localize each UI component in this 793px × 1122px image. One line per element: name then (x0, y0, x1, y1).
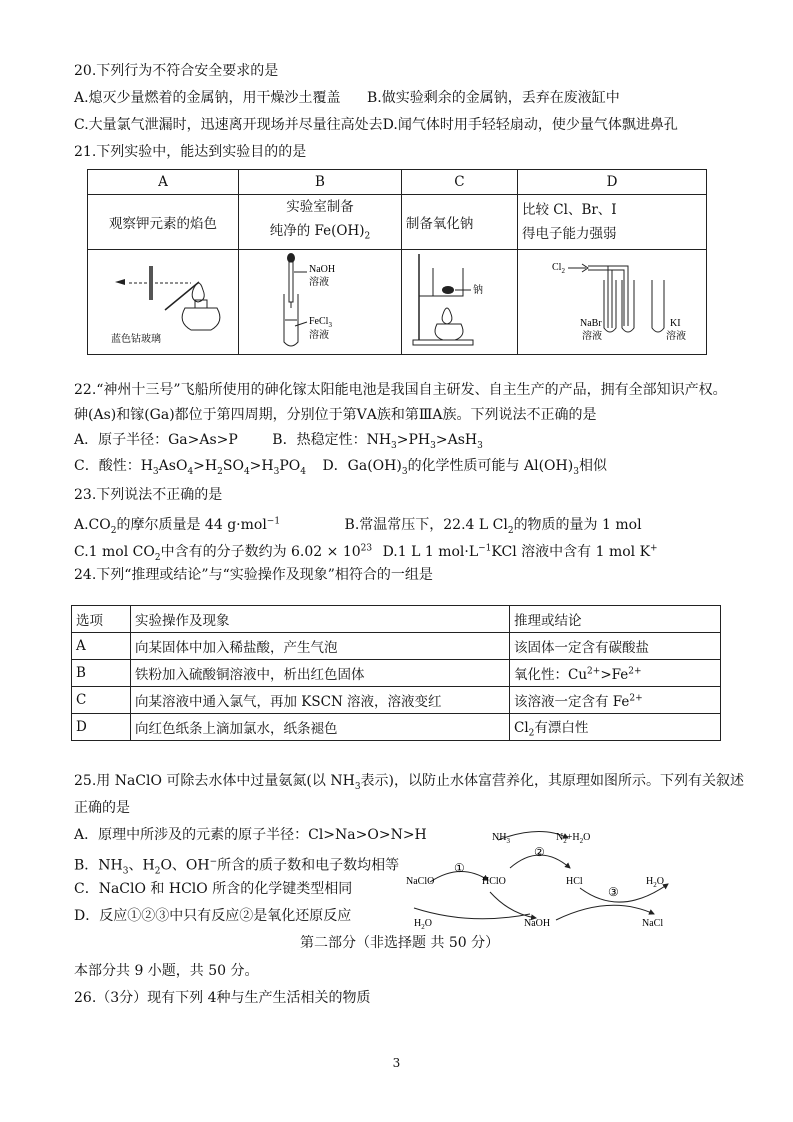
q21-purpose-d-line2: 得电子能力强弱 (522, 226, 617, 242)
q21-purpose-d-line1: 比较 Cl、Br、I (522, 202, 617, 218)
q24-row-option: B (72, 660, 131, 687)
q21-purpose-b-line1: 实验室制备 (286, 199, 354, 216)
dropper-tube (289, 262, 293, 302)
page-number: 3 (392, 1056, 401, 1070)
q21-purpose-a: 观察钾元素的焰色 (88, 195, 239, 250)
sodium-label: 钠 (472, 285, 483, 296)
q24-row-conclusion: 氧化性：$Cu^{2+}>Fe^{2+}$ (510, 660, 721, 687)
q22-option-c: C．酸性：$H_3AsO_4>H_2SO_4>H_3PO_4$ (74, 458, 306, 477)
fecl3-label: FeCl$_3$ (308, 316, 332, 329)
stand-base (413, 340, 473, 345)
q24-row-operation: 向某溶液中通入氯气，再加 KSCN 溶液，溶液变红 (131, 687, 510, 714)
q23-options-ab (74, 511, 642, 540)
q25-stem-line1: 25.用 NaClO 可除去水体中过量氨氮(以 $NH_3$表示)，以防止水体富营养化，其原理如图所示。下列有关叙述 (74, 773, 745, 792)
nacl-label: NaCl (642, 918, 664, 929)
q26-stem: 26.（3分）现有下列 4种与生产生活相关的物质 (74, 990, 371, 1006)
nh3-label: $NH_3$ (492, 832, 510, 845)
platinum-wire (165, 282, 199, 310)
q24-row-conclusion: $Cl_2$有漂白性 (510, 714, 721, 741)
reaction-2-marker: ② (534, 845, 545, 859)
q20-option-d: D.闻气体时用手轻轻扇动，使少量气体飘进鼻孔 (382, 117, 678, 133)
q21-header-b: B (239, 170, 402, 195)
q24-row-option: A (72, 633, 131, 660)
q24-header-option: 选项 (72, 606, 131, 633)
q21-stem: 21.下列实验中，能达到实验目的的是 (74, 144, 307, 160)
q20-options-cd (74, 115, 678, 135)
q21-header-c: C (401, 170, 517, 195)
q21-purpose-d (518, 195, 707, 250)
gas-tube-branch (608, 266, 612, 328)
water-out-label: $H_2O$ (646, 876, 664, 889)
alcohol-lamp (435, 324, 463, 340)
reaction-1-marker: ① (454, 861, 465, 875)
table-row (72, 687, 721, 714)
q20-option-b: B.做实验剩余的金属钠，丢弃在废液缸中 (367, 90, 620, 106)
flame-icon (442, 308, 452, 324)
products-label: $N_2+H_2O$ (556, 832, 591, 845)
q24-row-option: C (72, 687, 131, 714)
part2-note: 本部分共 9 小题，共 50 分。 (74, 963, 259, 979)
q23-option-c: C.1 mol $CO_2$中含有的分子数约为 $6.02 \times 10^{23}$ (74, 543, 373, 563)
q20-stem: 20.下列行为不符合安全要求的是 (74, 63, 279, 79)
q20-option-c: C.大量氯气泄漏时，迅速离开现场并尽量往高处去 (74, 117, 383, 133)
naoh-label: NaOH (524, 918, 551, 929)
q21-purpose-b (239, 195, 402, 250)
q21-header-d: D (518, 170, 707, 195)
cobalt-glass (149, 266, 153, 300)
figure-a-label: 蓝色钴玻璃 (111, 334, 162, 345)
q24-row-option: D (72, 714, 131, 741)
part2-title: 第二部分（非选择题 共 50 分） (300, 935, 500, 951)
q24-row-operation: 向红色纸条上滴加氯水，纸条褪色 (131, 714, 510, 741)
q23-option-d: D.1 L 1 $mol\cdot L^{-1}KCl$ 溶液中含有 1 mol K+ (382, 543, 658, 560)
q20-options-ab (74, 88, 620, 108)
q22-option-d: D．$Ga(OH)_3$的化学性质可能与 $Al(OH)_3$相似 (322, 458, 607, 477)
halogen-figure (522, 250, 702, 350)
q23-option-b: B.常温常压下，22.4 L $Cl_2$的物质的量为 1 mol (344, 516, 642, 536)
q22-options-cd (74, 456, 607, 482)
fecl3-label-2: 溶液 (308, 330, 329, 341)
nabr-label-2: 溶液 (582, 331, 602, 342)
q21-header-a: A (88, 170, 239, 195)
q25-option-b: B．$NH_3$、$H_2O$、OH−所含的质子数和电子数均相等 (74, 857, 400, 877)
q25-option-a: A．原理中所涉及的元素的原子半径：Cl>Na>O>N>H (74, 827, 427, 843)
q23-option-a: $A.CO_2$的摩尔质量是 44 g·mol$^{-1}$ (74, 516, 281, 536)
fecl3-pointer (295, 322, 307, 326)
nabr-label: NaBr (580, 318, 602, 329)
q24-row-operation: 铁粉加入硫酸铜溶液中，析出红色固体 (131, 660, 510, 687)
q21-purpose-b-line2: 纯净的 $Fe(OH)_2$ (269, 223, 371, 242)
q21-purpose-c: 制备氧化钠 (401, 195, 517, 250)
q24-header-conclusion: 推理或结论 (510, 606, 721, 633)
table-row (72, 714, 721, 741)
sodium-piece (442, 286, 454, 294)
naoh-label-2: 溶液 (308, 277, 329, 288)
q24-header-operation: 实验操作及现象 (131, 606, 510, 633)
test-tube-ki (652, 280, 664, 332)
q24-row-operation: 向某固体中加入稀盐酸，产生气泡 (131, 633, 510, 660)
eye-icon (115, 279, 125, 285)
hcl-label: HCl (566, 876, 583, 887)
sodium-oxide-figure (407, 250, 512, 350)
alcohol-lamp (182, 308, 220, 330)
q24-row-conclusion: 该溶液一定含有 $Fe^{2+}$ (510, 687, 721, 714)
cl2-label: $Cl_2$ (552, 262, 565, 275)
q24-table (71, 605, 721, 741)
q25-option-d: D．反应①②③中只有反应②是氧化还原反应 (74, 908, 352, 924)
q21-figure-a (88, 250, 239, 355)
q22-option-a: A．原子半径：Ga>As>P (74, 432, 238, 448)
reaction-3-marker: ③ (608, 885, 619, 899)
naoh-label: NaOH (308, 264, 336, 275)
ki-label: KI (670, 318, 681, 329)
naclo-label: NaClO (406, 876, 435, 887)
q22-options-ab (74, 430, 483, 456)
ki-label-2: 溶液 (666, 331, 686, 342)
test-tube-nabr (604, 280, 616, 332)
table-row (72, 660, 721, 687)
q25-option-c: C．NaClO 和 HClO 所含的化学键类型相同 (74, 881, 353, 897)
q21-figure-b (239, 250, 402, 355)
q21-figure-c (401, 250, 517, 355)
q22-stem-line2: 砷(As)和镓(Ga)都位于第四周期，分别位于第ⅤA族和第ⅢA族。下列说法不正确的是 (74, 407, 597, 423)
naoh-arrow (556, 905, 654, 920)
feoh2-figure (245, 250, 395, 350)
q23-options-cd (74, 538, 658, 567)
q25-reaction-diagram (400, 822, 690, 934)
q22-stem-line1: 22.“神州十三号”飞船所使用的砷化镓太阳能电池是我国自主研发、自主生产的产品，拥有全部知识产权。 (74, 382, 727, 398)
flame-test-figure (93, 250, 233, 350)
table-row (72, 633, 721, 660)
water-in-label: $H_2O$ (414, 918, 432, 931)
q24-stem: 24.下列“推理或结论”与“实验操作及现象”相符合的一组是 (74, 567, 433, 583)
hclo-label: HClO (482, 876, 506, 887)
q21-figure-d (518, 250, 707, 355)
q25-stem-line2: 正确的是 (74, 800, 130, 816)
q20-option-a: A.熄灭少量燃着的金属钠，用干燥沙土覆盖 (74, 90, 341, 106)
q24-row-conclusion: 该固体一定含有碳酸盐 (510, 633, 721, 660)
q22-option-b: B．热稳定性：$NH_3>PH_3>AsH_3$ (272, 432, 483, 451)
q21-table (87, 169, 707, 355)
q23-stem: 23.下列说法不正确的是 (74, 487, 223, 503)
